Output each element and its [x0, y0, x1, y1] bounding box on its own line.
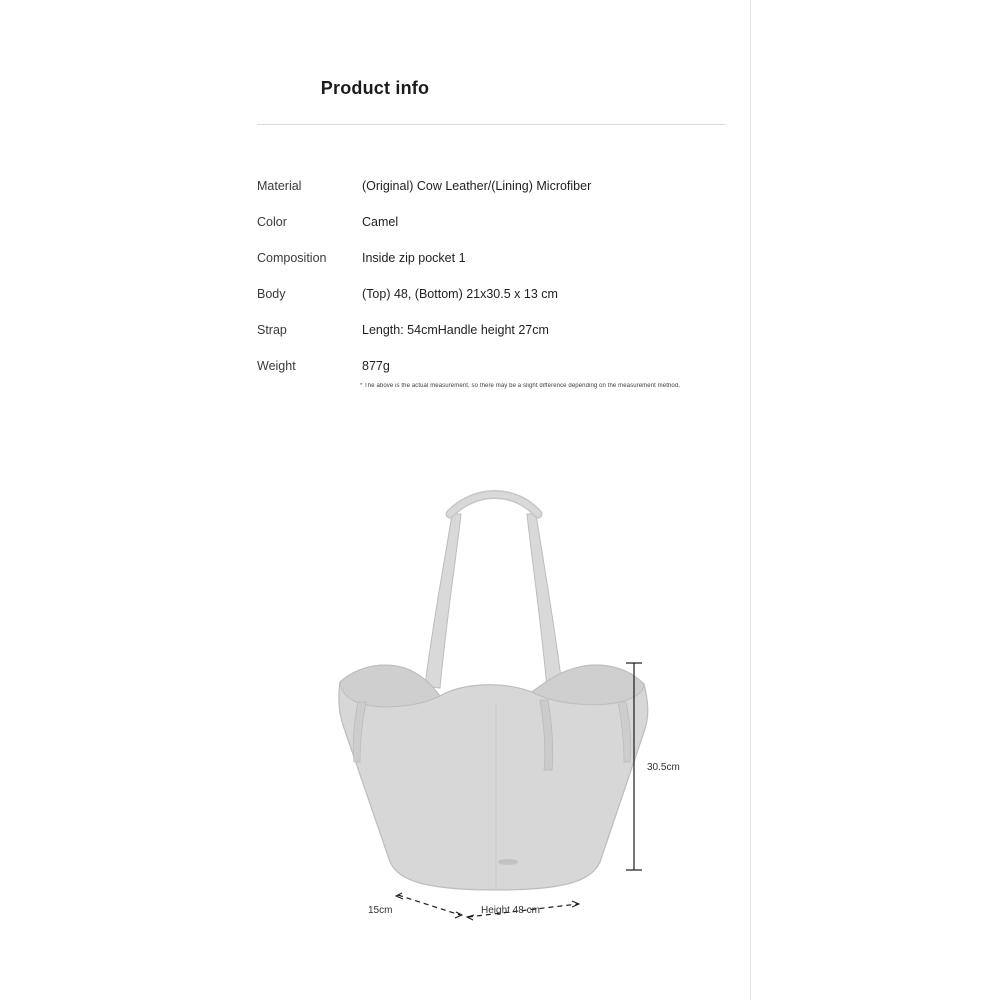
table-row — [257, 348, 727, 384]
page-title: Product info — [320, 78, 430, 98]
spec-value-color: Camel — [362, 215, 399, 229]
spec-label-body: Body — [257, 287, 286, 301]
table-row — [257, 312, 727, 348]
dimension-label-height: 30.5cm — [647, 762, 680, 773]
spec-value-composition: Inside zip pocket 1 — [362, 251, 466, 265]
dimension-label-bottom-width: Height 48 cm — [481, 905, 540, 916]
spec-label-composition: Composition — [257, 251, 327, 265]
bag-illustration — [300, 470, 720, 940]
dimension-label-side-width: 15cm — [368, 905, 393, 916]
product-spec-table — [257, 168, 727, 384]
bag-drawing-svg — [300, 470, 720, 940]
spec-label-material: Material — [257, 179, 302, 193]
title-divider — [257, 124, 725, 125]
table-row — [257, 276, 727, 312]
spec-value-weight: 877g — [362, 359, 390, 373]
page-divider — [750, 0, 751, 1000]
measurement-disclaimer: * The above is the actual measurement, so there may be a slight difference depending on the measurement method. — [360, 383, 681, 389]
spec-value-strap: Length: 54cmHandle height 27cm — [362, 323, 549, 337]
table-row — [257, 204, 727, 240]
table-row — [257, 168, 727, 204]
spec-value-material: (Original) Cow Leather/(Lining) Microfiber — [362, 179, 592, 193]
table-row — [257, 240, 727, 276]
spec-value-body: (Top) 48, (Bottom) 21x30.5 x 13 cm — [362, 287, 558, 301]
spec-label-weight: Weight — [257, 359, 296, 373]
spec-label-strap: Strap — [257, 323, 287, 337]
spec-label-color: Color — [257, 215, 287, 229]
